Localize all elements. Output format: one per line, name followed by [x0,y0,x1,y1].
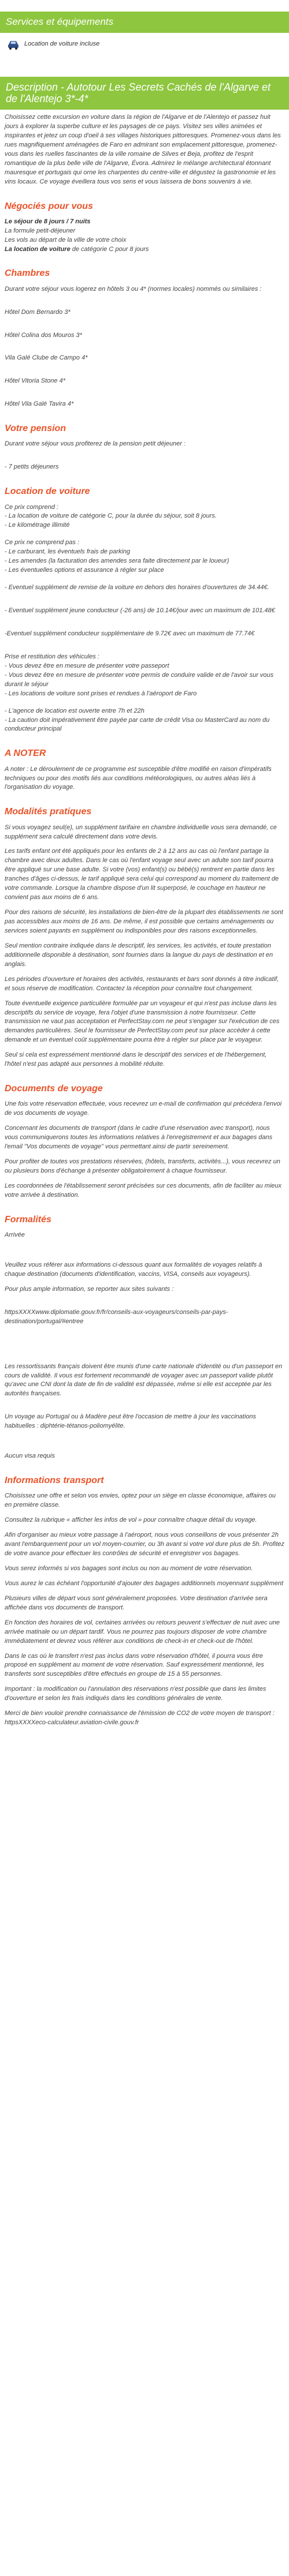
nego-location-rest: de catégorie C pour 8 jours [70,245,149,253]
transport-text: En fonction des horaires de vol, certaines arrivées ou retours peuvent s'effectuer de nuit avec une arrivée matinale ou un départ tardif. Vous ne pourrez pas toujours disposer de votre chambre immédiatement et devrez vous référer aux conditions de check-in et check-out de l'hôtel. [5,1619,280,1645]
location-ne-comprend-item: - Les amendes (la facturation des amendes sera faite directement par le loueur) [5,557,229,565]
modalites-heading: Modalités pratiques [5,807,92,817]
car-icon [7,39,20,50]
hotel-item: Hôtel Colina dos Mouros 3* [5,331,82,339]
nego-list [5,218,284,254]
location-vehicule-item: - Vous devez être en mesure de présenter votre passeport [5,662,169,669]
description-title: Description - Autotour Les Secrets Cachés de l'Algarve et de l'Alentejo 3*-4* [0,77,289,110]
transport-heading: Informations transport [5,1476,104,1486]
formalites-visa: Aucun visa requis [5,1452,55,1460]
hotel-item: Hôtel Vitoria Stone 4* [5,377,65,385]
services-item-label: Location de voiture incluse [24,40,100,47]
location-vehicule-title: Prise et restitution des véhicules : [5,653,99,660]
anoter-text: A noter : Le déroulement de ce programme est susceptible d'être modifié en raison d'impératifs techniques ou pour des motifs liés aux conditions météorologiques, ou autres aléas liés à l'organisation du voyage. [5,765,272,791]
documents-text: Une fois votre réservation effectuée, vous recevrez un e-mail de confirmation qui précédera l'envoi de vos documents de voyage. [5,1100,282,1117]
modalites-text: Les périodes d'ouverture et horaires des activités, restaurants et bars sont donnés à titre indicatif, et sous réserve de modification. Contactez la réception pour connaître tout changement. [5,975,279,992]
formalites-link: httpsXXXXwww.diplomatie.gouv.fr/fr/conseils-aux-voyageurs/conseils-par-pays-destination/portugal/#entree [5,1308,228,1325]
hotel-item: Vila Galé Clube de Campo 4* [5,354,88,362]
description-body [0,110,289,1747]
nego-sejour: Le séjour de 8 jours / 7 nuits [5,218,91,225]
hotel-item: Hôtel Vila Galé Tavira 4* [5,400,74,408]
modalites-text: Seul mention contraire indiquée dans le descriptif, les services, les activités, et toute prestation additionnelle disponible à destination, sont fournies dans la langue du pays de destination et en anglais. [5,942,273,968]
transport-text: Choisissez une offre et selon vos envies, optez pour un siège en classe économique, affaires ou en première classe. [5,1492,276,1509]
nego-vols: Les vols au départ de la ville de votre choix [5,236,127,244]
transport-text: Plusieurs villes de départ vous sont généralement proposées. Votre destination d'arrivée sera affichée dans vos documents de transport. [5,1594,268,1611]
transport-text: Afin d'organiser au mieux votre passage à l'aéroport, nous vous conseillons de vous présenter 2h avant l'embarquement pour un vol moyen-courrier, ou 3h avant si votre vol dure plus de 5h. Profitez de votre avance pour effectuer les contrôles de sécurité et enregistrer vos bagages. [5,1532,284,1557]
services-item-car-rental [0,33,289,50]
formalites-arrivee: Arrivée [5,1231,25,1238]
transport-text: Important : la modification ou l'annulation des réservations n'est possible que dans les limites d'ouverture et selon les frais indiqués dans les conditions générales de vente. [5,1686,266,1702]
chambres-heading: Chambres [5,268,50,279]
transport-text: Vous aurez le cas échéant l'opportunité d'ajouter des bagages additionnels moyennant supplément [5,1579,284,1587]
nego-heading: Négociés pour vous [5,201,93,211]
location-agence-item: - L'agence de location est ouverte entre 7h et 22h [5,707,144,714]
formalites-text: Veuillez vous référer aux informations ci-dessous quant aux formalités de voyages relatifs à chaque destination (documents d'identification, vaccins, VISA, conseils aux voyageurs). [5,1261,262,1278]
transport-text: Dans le cas où le transfert n'est pas inclus dans votre réservation d'hôtel, il pourra vous être proposé en supplément au moment de votre réservation. Sauf expressément mentionné, les transferts sont susceptibles d'être effectués en groupe de 15 à 55 personnes. [5,1652,264,1678]
location-comprend-title: Ce prix comprend : [5,503,58,511]
formalites-text: Les ressortissants français doivent être munis d'une carte nationale d'identité ou d'un passeport en cours de validité. Il vous est fortement recommandé de voyager avec un passeport valide plutôt qu'avec une CNI dont la date de fin de validité est dépassée, même si elle est acceptée par les autorités françaises. [5,1362,283,1398]
formalites-heading: Formalités [5,1214,51,1225]
formalites-text: Un voyage au Portugal ou à Madère peut être l'occasion de mettre à jour les vaccinations habituelles : diphtérie-tétanos-poliomyélite. [5,1413,257,1430]
location-vehicule-item: - Vous devez être en mesure de présenter votre permis de conduire valide et de l'avoir sur vous durant le séjour [5,671,274,688]
location-agence-item: - La caution doit impérativement être payée par carte de crédit Visa ou MasterCard au nom du conducteur principal [5,716,270,733]
hotel-item: Hôtel Dom Bernardo 3* [5,308,71,316]
anoter-heading: A NOTER [5,748,46,759]
chambres-text: Durant votre séjour vous logerez en hôtels 3 ou 4* (normes locales) nommés ou similaires : [5,285,262,293]
pension-text: Durant votre séjour vous profiterez de la pension petit déjeuner : [5,440,186,448]
nego-formule: La formule petit-déjeuner [5,227,76,234]
modalites-text: Si vous voyagez seul(e), un supplément tarifaire en chambre individuelle vous sera demandé, ce supplément sera calculé directement dans votre devis. [5,823,277,840]
location-ne-comprend-title: Ce prix ne comprend pas : [5,539,80,546]
documents-text: Les coordonnées de l'établissement seront précisées sur ces documents, afin de faciliter au mieux votre arrivée à destination. [5,1182,282,1199]
nego-location-bold: La location de voiture [5,245,71,253]
location-supplement: - Eventuel supplément jeune conducteur (-26 ans) de 10.14€/jour avec un maximum de 101.48€ [5,607,275,615]
transport-text: Vous serez informés si vos bagages sont inclus ou non au moment de votre réservation. [5,1564,253,1572]
modalites-text: Seul si cela est expressément mentionné dans le descriptif des services et de l'hébergement, l'hôtel n'est pas adapté aux personnes à mobilité réduite. [5,1051,267,1068]
location-ne-comprend-item: - Les éventuelles options et assurance à régler sur place [5,567,164,574]
location-supplement: - Eventuel supplément de remise de la voiture en dehors des horaires d'ouvertures de 34.44€. [5,584,269,591]
location-comprend-item: - La location de voiture de catégorie C, pour la durée du séjour, soit 8 jours. [5,512,217,520]
formalites-text: Pour plus ample information, se reporter aux sites suivants : [5,1285,174,1293]
pension-item: - 7 petits déjeuners [5,463,59,471]
pension-heading: Votre pension [5,424,66,434]
location-vehicule-item: - Les locations de voiture sont prises et rendues à l'aéroport de Faro [5,690,197,697]
modalites-text: Pour des raisons de sécurité, les installations de bien-être de la plupart des établissements ne sont pas accessibles aux moins de 16 ans. De même, il est possible que certains aménagements ou services soient payants en supplément ou indisponibles pour des raisons exceptionnelles. [5,909,283,934]
transport-text: Consultez la rubrique « afficher les infos de vol » pour connaître chaque détail du voyage. [5,1517,257,1524]
location-heading: Location de voiture [5,486,90,497]
location-supplement: -Eventuel supplément conducteur supplémentaire de 9.72€ avec un maximum de 77.74€ [5,630,255,637]
documents-heading: Documents de voyage [5,1084,103,1094]
location-comprend-item: - Le kilométrage illimité [5,522,70,529]
intro-text: Choisissez cette excursion en voiture dans la région de l'Algarve et de l'Alentejo et passez huit jours à explorer la superbe culture et les paysages de ce pays. Visitez ses villes animées et inspirantes et jetez un coup d'oeil à ses villages historiques pittoresques. Promenez-vous dans les rues magnifiquement aménagées de Faro en admirant son emplacement pittoresque, promenez-vous dans les ruelles fascinantes de la ville romaine de Silves et Beja, profitez de l'esprit romantique de la plus belle ville de l'Algarve, Évora. Admirez le mélange architectural étonnant mauresque et portugais qui orne les charpentes du centre-ville et dégustez la gastronomie et les vins locaux. Ce voyage éveillera tous vos sens et vous laissera de bons souvenirs à vie. [5,114,281,185]
documents-text: Pour profiter de toutes vos prestations réservées, (hôtels, transferts, activités...), vous recevrez un ou plusieurs bons d'échange à présenter obligatoirement à chaque fournisseur. [5,1158,280,1174]
modalites-text: Toute éventuelle exigence particulière formulée par un voyageur et qui n'est pas incluse dans les descriptifs du service de voyage, fera l'objet d'une transmission à notre fournisseur. Cette transmission ne vaut pas acceptation et PerfectStay.com ne peut s'engager sur l'exécution de ces demandes particulières. Seul le fournisseur de PerfectStay.com peut sur place accéder à cette demande et un éventuel coût supplémentaire pourra être à régler sur place par le voyageur. [5,999,280,1044]
documents-text: Concernant les documents de transport (dans le cadre d'une réservation avec transport), nous vous communiquerons toutes les informations relatives à l'enregistrement et aux bagages dans l'email "Vos documents de voyage" vous permettant ainsi de partir sereinement. [5,1125,273,1151]
modalites-text: Les tarifs enfant ont été appliqués pour les enfants de 2 à 12 ans au cas où l'enfant partage la chambre avec deux adultes. Dans le cas où l'enfant voyage seul avec un adulte son tarif pourra être appliqué sur une base adulte. Si votre (vos) enfant(s) ou bébé(s) rentrent en partie dans les tranches d'âges ci-dessus, le tarif appliqué sera celui qui correspond au moment du traitement de votre commande. Lorsque la chambre dispose d'un lit superposé, le couchage en hauteur ne convient pas aux moins de 6 ans. [5,848,279,901]
location-ne-comprend-item: - Le carburant, les éventuels frais de parking [5,548,131,556]
transport-text: Merci de bien vouloir prendre connaissance de l'émission de CO2 de votre moyen de transport : httpsXXXXeco-calculateur.aviation-civile.gouv.fr [5,1710,275,1727]
services-heading: Services et équipements [0,12,289,33]
